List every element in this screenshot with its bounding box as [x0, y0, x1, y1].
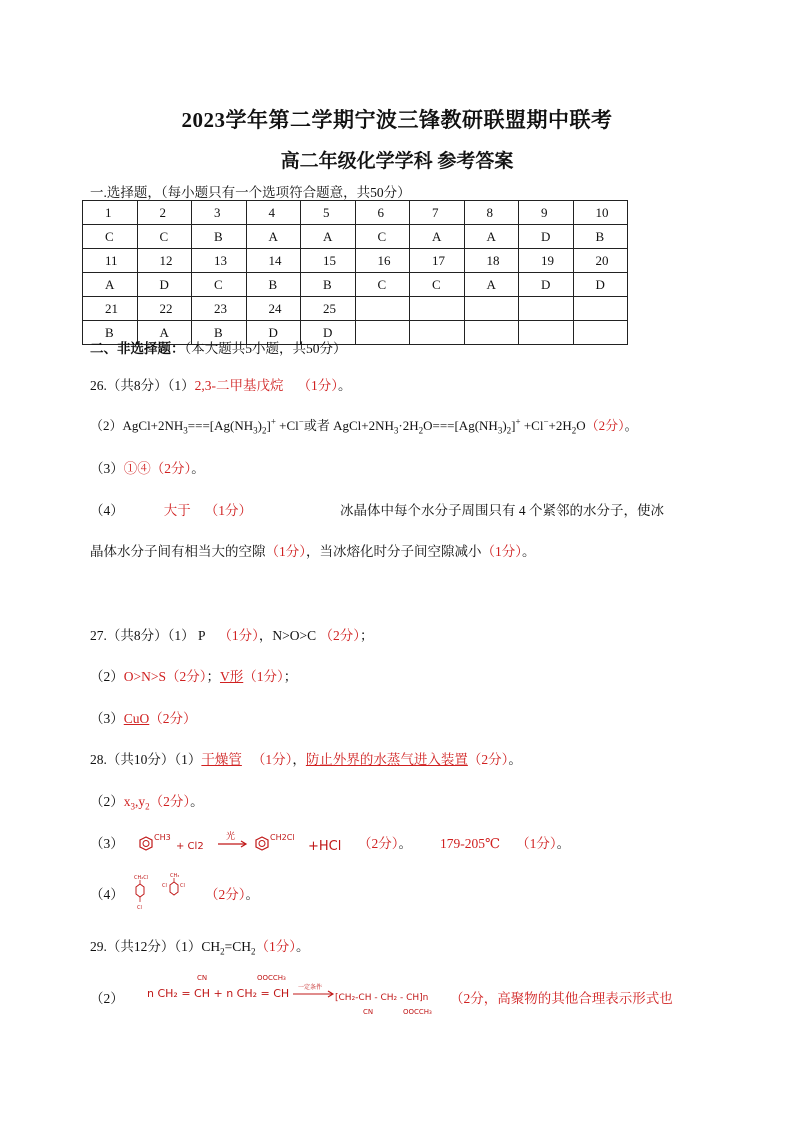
- answer-table-cell: 5: [301, 201, 356, 225]
- page-title: 2023学年第二学期宁波三锋教研联盟期中联考: [181, 108, 613, 132]
- q28-part4-structures-handwritten: [128, 870, 198, 914]
- answer-table-cell: A: [464, 225, 519, 249]
- answer-table-cell: [519, 297, 574, 321]
- answer-table-cell: C: [410, 273, 465, 297]
- answer-table-cell: A: [464, 273, 519, 297]
- answer-table-cell: 7: [410, 201, 465, 225]
- answer-table-cell: D: [519, 225, 574, 249]
- q29-part2-note: （2分，高聚物的其他合理表示形式也: [450, 991, 673, 1006]
- answer-table-cell: 18: [464, 249, 519, 273]
- answer-table-cell: 14: [246, 249, 301, 273]
- answer-table-cell: C: [355, 225, 410, 249]
- hw-ch2cl: CH2Cl: [270, 833, 295, 842]
- answer-table-cell: 21: [83, 297, 138, 321]
- answer-table-cell: 17: [410, 249, 465, 273]
- q27-part3: （3）CuO（2分）: [90, 711, 197, 726]
- answer-table-cell: 24: [246, 297, 301, 321]
- answer-table-cell: 11: [83, 249, 138, 273]
- answer-table-cell: [573, 297, 628, 321]
- answer-table-cell: [410, 297, 465, 321]
- answer-table-cell: C: [83, 225, 138, 249]
- answer-table-cell: 22: [137, 297, 192, 321]
- q28-part3-label: （3）: [90, 836, 124, 851]
- answer-table-cell: 13: [192, 249, 247, 273]
- svg-text:CN: CN: [363, 1008, 374, 1016]
- answer-table-cell: 1: [83, 201, 138, 225]
- answer-table-cell: A: [301, 225, 356, 249]
- q26-part2: $(2)AgCl+2NH_3===[Ag(NH_3)_2]^+ +Cl^-$或者 $AgCl+2NH_3\cdot 2H_2O===[Ag(NH_3)_2]^+ +Cl^-+2H_2O(2$分）。: [90, 416, 638, 436]
- answer-table-row: [83, 273, 628, 297]
- section1-heading: 一.选择题，（每小题只有一个选项符合题意，共50分）: [90, 185, 411, 200]
- q27-part2: （2）O>N>S（2分）；V形（1分）；: [90, 669, 298, 684]
- answer-table-row: [83, 297, 628, 321]
- hw-hcl: +HCl: [308, 839, 342, 854]
- svg-text:Cl: Cl: [137, 905, 142, 911]
- svg-text:CH₃: CH₃: [170, 873, 180, 879]
- answer-table-row: [83, 201, 628, 225]
- svg-text:Cl: Cl: [180, 883, 185, 889]
- answer-table-cell: [355, 321, 410, 345]
- q29-part2-label: （2）: [90, 991, 124, 1006]
- q28-reaction-handwritten: [128, 826, 358, 862]
- q27-part1: 27.（共8分）（1） P （1分），N>O>C （2分）；: [90, 628, 374, 643]
- hw-light: 光: [226, 832, 236, 842]
- page-subtitle: 高二年级化学学科 参考答案: [280, 151, 514, 172]
- answer-table-cell: 23: [192, 297, 247, 321]
- answer-table-cell: 12: [137, 249, 192, 273]
- answer-table-cell: [573, 321, 628, 345]
- answer-table-cell: [519, 321, 574, 345]
- answer-table-cell: 19: [519, 249, 574, 273]
- q28-part1: 28.（共10分）（1）干燥管 （1分），防止外界的水蒸气进入装置（2分）。: [90, 752, 522, 767]
- q28-part4-score: （2分）。: [205, 887, 259, 902]
- svg-text:OOCCH₃: OOCCH₃: [403, 1008, 432, 1016]
- hw-cn: CN: [197, 974, 208, 982]
- answer-table-cell: B: [573, 225, 628, 249]
- answer-table-cell: C: [137, 225, 192, 249]
- answer-table-row: [83, 225, 628, 249]
- hw-cl2: + Cl2: [176, 841, 204, 852]
- answer-table-cell: D: [246, 321, 301, 345]
- q26-part4: （4） 大于 （1分） 冰晶体中每个水分子周围只有 4 个紧邻的水分子，使冰: [90, 503, 664, 518]
- q26-part4-cont: 晶体水分子间有相当大的空隙（1分），当冰熔化时分子间空隙减小（1分）。: [90, 544, 536, 559]
- section2-heading: [90, 337, 347, 357]
- q28-part2: $(2)x_3,y_2(2$分）。: [90, 794, 204, 812]
- answer-table-cell: A: [83, 273, 138, 297]
- hw-condition: 一定条件: [298, 984, 323, 991]
- answer-table-cell: 2: [137, 201, 192, 225]
- answer-table-cell: A: [410, 225, 465, 249]
- answer-table-cell: 6: [355, 201, 410, 225]
- q26-part3: （3）①④（2分）。: [90, 461, 205, 476]
- answer-table-cell: C: [192, 273, 247, 297]
- answer-table-row: [83, 249, 628, 273]
- section2-note: （本大题共5小题，共50分）: [184, 341, 347, 356]
- q29-reaction-handwritten: [145, 970, 445, 1020]
- answer-table-cell: 9: [519, 201, 574, 225]
- svg-text:Cl: Cl: [162, 883, 167, 889]
- answer-table-cell: 3: [192, 201, 247, 225]
- answer-table-cell: 15: [301, 249, 356, 273]
- answer-table-cell: 8: [464, 201, 519, 225]
- svg-text:CH₂Cl: CH₂Cl: [134, 875, 149, 881]
- answer-table-cell: B: [192, 225, 247, 249]
- answer-table-cell: D: [137, 273, 192, 297]
- q29-part1: 29.（共12分）$(1)CH_2=CH_2(1$分）。: [90, 939, 310, 957]
- answer-table-cell: 16: [355, 249, 410, 273]
- answer-table-cell: C: [355, 273, 410, 297]
- q28-part4-label: （4）: [90, 887, 124, 902]
- hw-monomers: n CH₂ = CH + n CH₂ = CH: [147, 987, 290, 1000]
- answer-table-cell: B: [83, 321, 138, 345]
- hw-oocch3: OOCCH₃: [257, 974, 286, 982]
- answer-table-cell: D: [301, 321, 356, 345]
- q28-part3-score: （2分）。 179-205℃ （1分）。: [358, 836, 571, 851]
- answer-table-cell: [410, 321, 465, 345]
- answer-table-cell: B: [301, 273, 356, 297]
- answer-table-cell: A: [246, 225, 301, 249]
- section2-label: 二、非选择题：: [90, 341, 185, 356]
- answer-table: [82, 200, 628, 345]
- answer-table-cell: [464, 297, 519, 321]
- answer-table-cell: [464, 321, 519, 345]
- answer-table-cell: B: [246, 273, 301, 297]
- answer-table-cell: A: [137, 321, 192, 345]
- answer-table-cell: 4: [246, 201, 301, 225]
- answer-table-cell: B: [192, 321, 247, 345]
- answer-table-cell: 20: [573, 249, 628, 273]
- answer-table-cell: 10: [573, 201, 628, 225]
- answer-table-cell: 25: [301, 297, 356, 321]
- hw-ch3: CH3: [154, 833, 171, 842]
- answer-table-cell: D: [573, 273, 628, 297]
- q26-part1: 26.（共8分）（1）2,3-二甲基戊烷 （1分）。: [90, 378, 352, 393]
- answer-table-cell: [355, 297, 410, 321]
- hw-polymer: [CH₂-CH - CH₂ - CH]n: [335, 993, 429, 1003]
- answer-table-cell: D: [519, 273, 574, 297]
